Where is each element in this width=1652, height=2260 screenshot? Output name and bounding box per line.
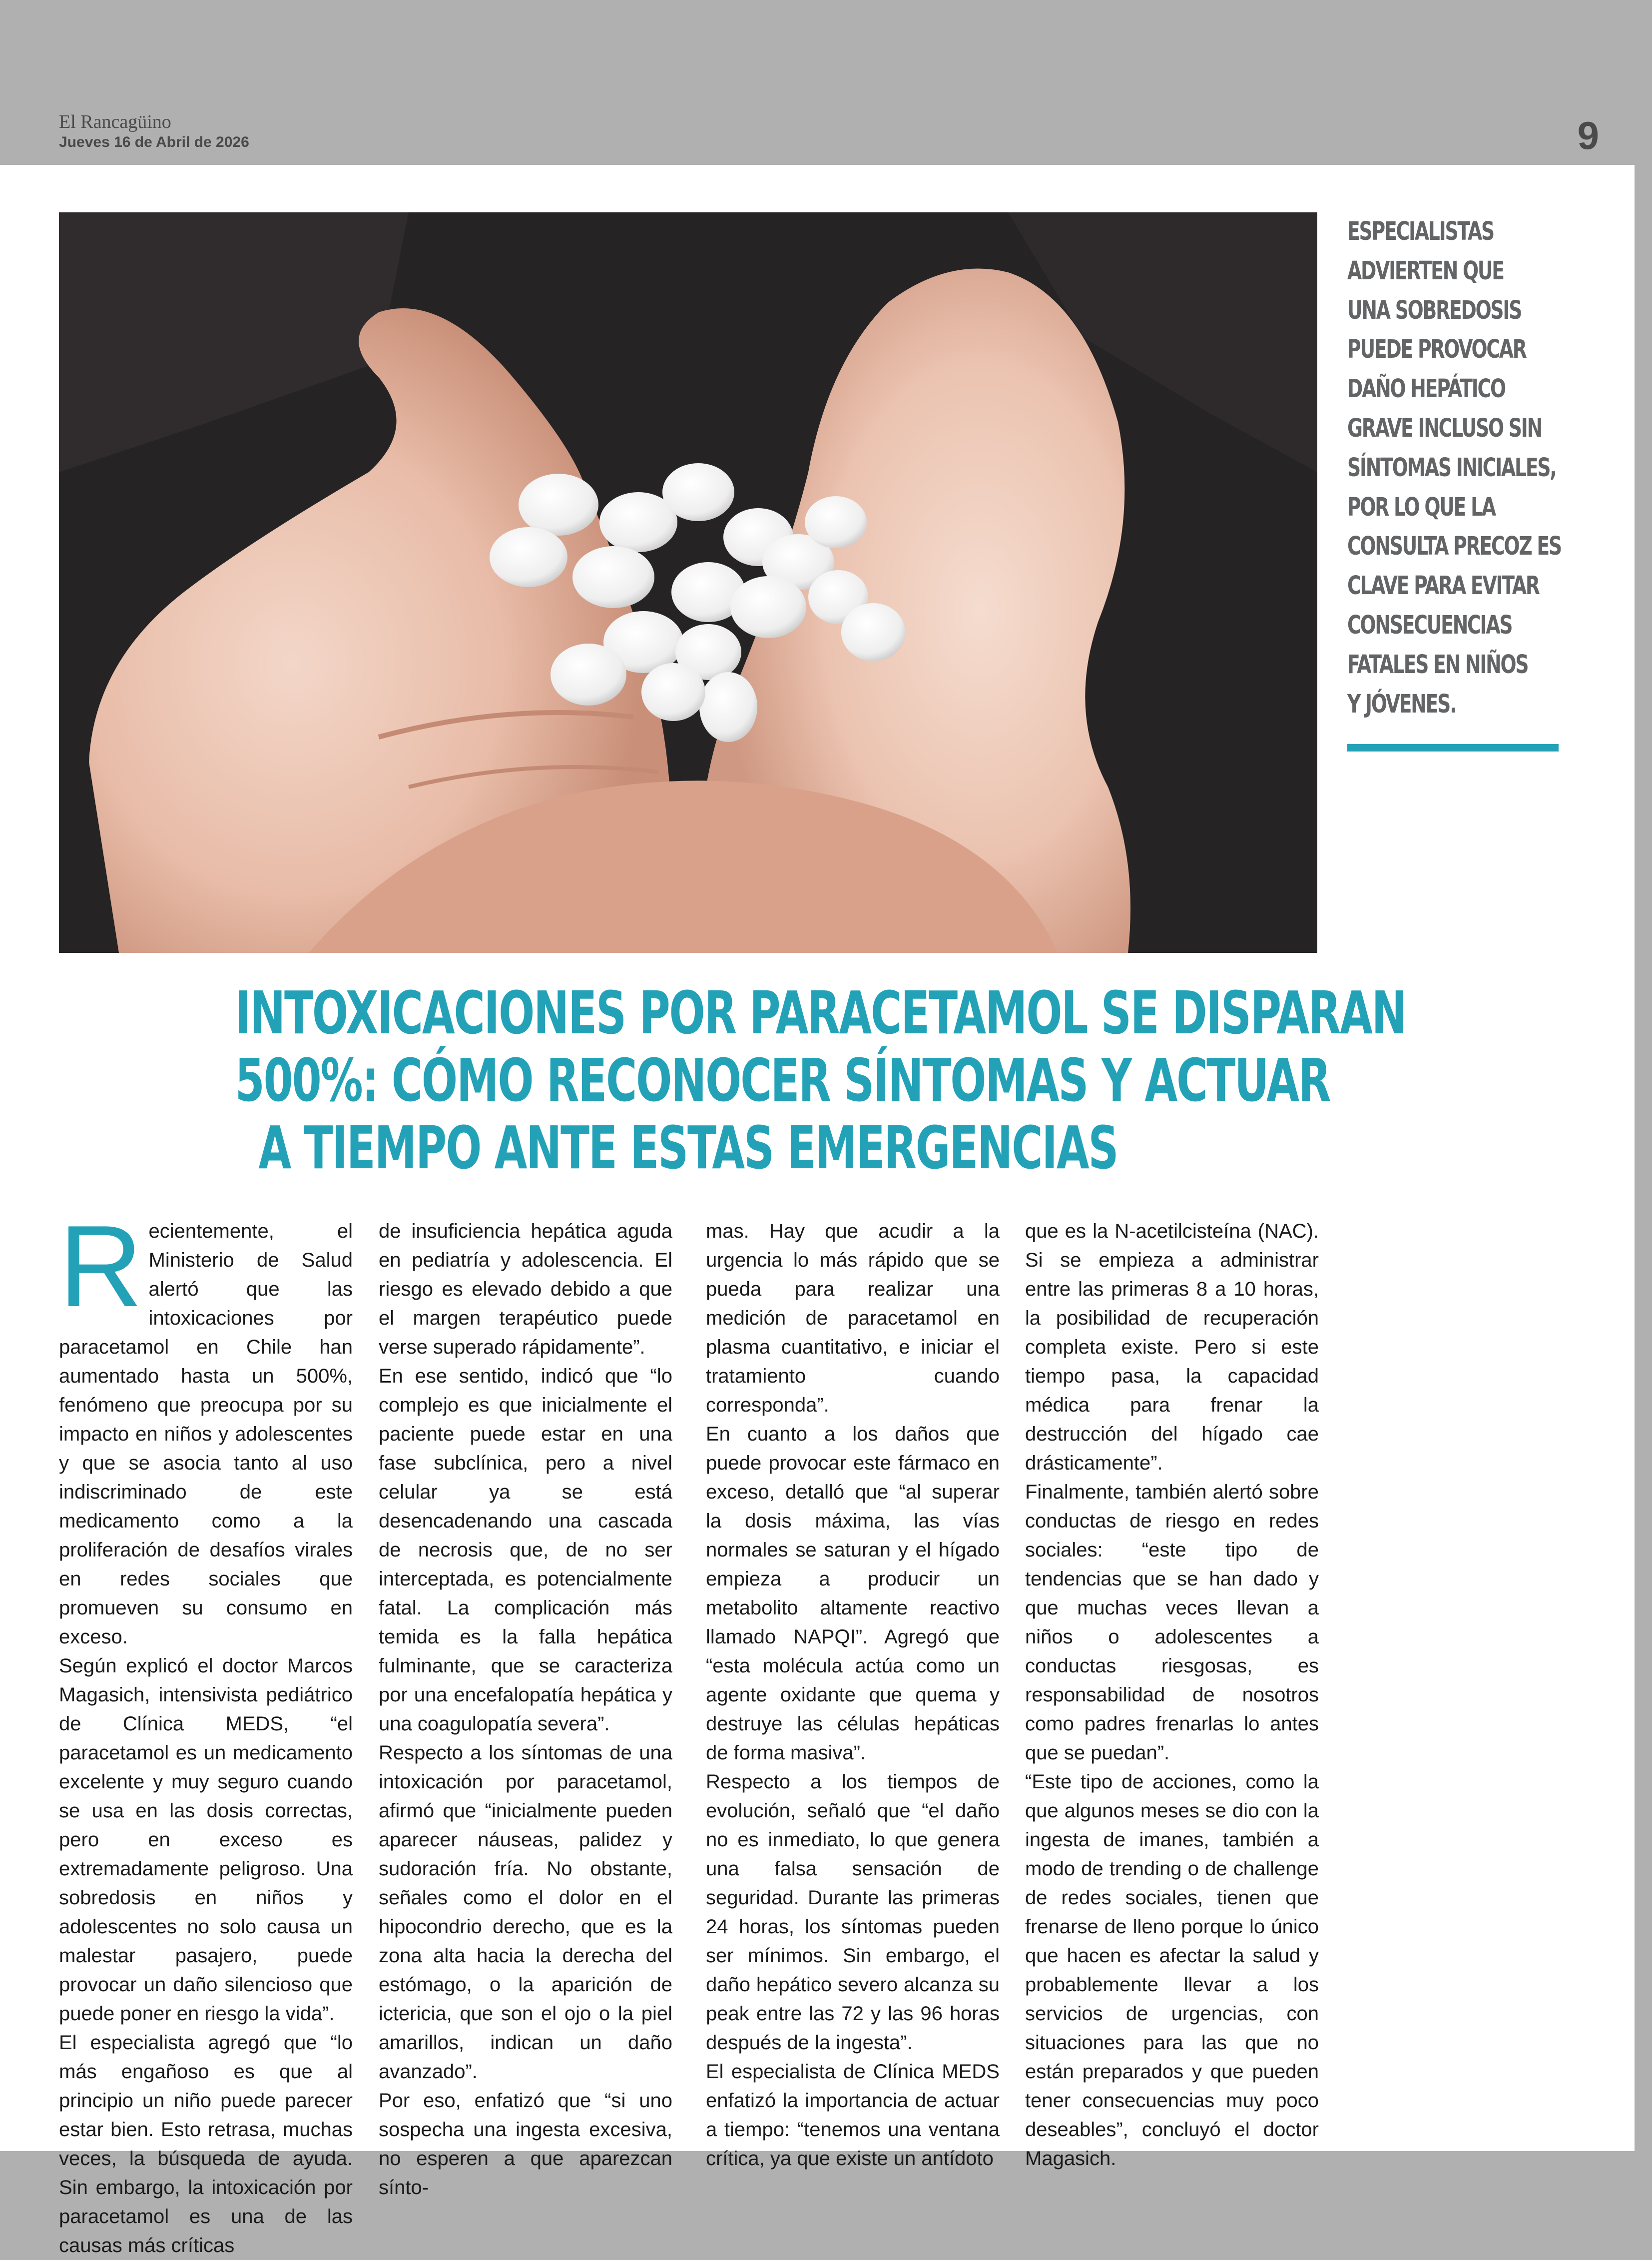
article-headline xyxy=(59,978,1406,1182)
paragraph: El especialista agregó que “lo más engañoso es que al principio un niño puede parecer estar bien. Esto retrasa, muchas veces, la búsqueda de ayuda. Sin embargo, la intoxicación por paracetamol es una de las causas más críticas xyxy=(59,2032,353,2257)
pull-quote-line: UNA SOBREDOSIS xyxy=(1347,295,1522,325)
newspaper-page xyxy=(0,165,1635,2257)
pull-quote-divider xyxy=(1347,744,1559,752)
drop-cap: R xyxy=(59,1202,143,1331)
publication-name: El Rancagüino xyxy=(59,111,171,132)
paragraph: Por eso, enfatizó que “si uno sospecha una ingesta excesiva, no esperen a que aparezcan sínto- xyxy=(379,2090,672,2199)
pull-quote-line: Y JÓVENES. xyxy=(1347,689,1456,719)
headline-line: A TIEMPO ANTE ESTAS EMERGENCIAS xyxy=(258,1113,1118,1182)
article-column-4 xyxy=(1025,1217,1319,2186)
article-column-3 xyxy=(706,1217,1000,2186)
pull-quote-line: SÍNTOMAS INICIALES, xyxy=(1347,453,1556,483)
headline-line: 500%: CÓMO RECONOCER SÍNTOMAS Y ACTUAR xyxy=(235,1046,1330,1115)
paragraph: que es la N-acetilcisteína (NAC). Si se empieza a administrar entre las primeras 8 a 10 horas, la posibilidad de recuperación completa existe. Pero si este tiempo pasa, la capacidad médica para frenar la destrucción del hígado cae drásticamente”. xyxy=(1025,1220,1319,1474)
paragraph: En cuanto a los daños que puede provocar este fármaco en exceso, detalló que “al superar la dosis máxima, las vías normales se saturan y el hígado empieza a producir un metabolito altamente reactivo llamado NAPQI”. Agregó que “esta molécula actúa como un agente oxidante que quema y destruye las células hepáticas de forma masiva”. xyxy=(706,1423,1000,1764)
headline-line: INTOXICACIONES POR PARACETAMOL SE DISPARAN xyxy=(235,978,1406,1047)
pull-quote-line: ADVIERTEN QUE xyxy=(1347,256,1504,286)
article-column-1 xyxy=(59,1202,353,2257)
paragraph: de insuficiencia hepática aguda en pediatría y adolescencia. El riesgo es elevado debido a que el margen terapéutico puede verse superado rápidamente”. xyxy=(379,1220,672,1358)
pull-quote-line: POR LO QUE LA xyxy=(1347,492,1495,522)
pull-quote-line: PUEDE PROVOCAR xyxy=(1347,335,1526,365)
paragraph: “Este tipo de acciones, como la que algunos meses se dio con la ingesta de imanes, también a modo de trending o de challenge de redes sociales, tienen que frenarse de lleno porque lo único que hacen es afectar la salud y probablemente llevar a los servicios de urgencias, con situaciones para las que no están preparados y que pueden tener consecuencias muy poco deseables”, concluyó el doctor Magasich. xyxy=(1025,1771,1319,2170)
pull-quote-line: FATALES EN NIÑOS xyxy=(1347,650,1528,680)
paragraph: Finalmente, también alertó sobre conductas de riesgo en redes sociales: “este tipo de tendencias que se han dado y que muchas veces llevan a niños o adolescentes a conductas riesgosas, es responsabilidad de nosotros como padres frenarlas lo antes que se puedan”. xyxy=(1025,1481,1319,1764)
paragraph: El especialista de Clínica MEDS enfatizó la importancia de actuar a tiempo: “tenemos una ventana crítica, ya que existe un antídoto xyxy=(706,2061,1000,2170)
paragraph: En ese sentido, indicó que “lo complejo es que inicialmente el paciente puede estar en una fase subclínica, pero a nivel celular ya se está desencadenando una cascada de necrosis que, de no ser interceptada, es potencialmente fatal. La complicación más temida es la falla hepática fulminante, que se caracteriza por una encefalopatía hepática y una coagulopatía severa”. xyxy=(379,1365,672,1735)
pull-quote-line: CLAVE PARA EVITAR xyxy=(1347,571,1539,601)
page-number: 9 xyxy=(1577,113,1599,157)
publication-date: Jueves 16 de Abril de 2026 xyxy=(59,134,249,150)
paragraph: Respecto a los tiempos de evolución, señaló que “el daño no es inmediato, lo que genera una falsa sensación de seguridad. Durante las primeras 24 horas, los síntomas pueden ser mínimos. Sin embargo, el daño hepático severo alcanza su peak entre las 72 y las 96 horas después de la ingesta”. xyxy=(706,1771,1000,2054)
pull-quote-line: ESPECIALISTAS xyxy=(1347,217,1494,246)
paragraph: Según explicó el doctor Marcos Magasich, intensivista pediátrico de Clínica MEDS, “el paracetamol es un medicamento excelente y muy seguro cuando se usa en las dosis correctas, pero en exceso es extremadamente peligroso. Una sobredosis en niños y adolescentes no solo causa un malestar pasajero, puede provocar un daño silencioso que puede poner en riesgo la vida”. xyxy=(59,1655,353,2025)
pull-quote-line: CONSECUENCIAS xyxy=(1347,610,1512,640)
article-column-2 xyxy=(379,1217,672,2199)
hands-holding-pills-photo xyxy=(59,212,1317,953)
pull-quote-line: CONSULTA PRECOZ ES xyxy=(1347,532,1561,562)
pull-quote-line: DAÑO HEPÁTICO xyxy=(1347,374,1505,404)
pull-quote-line: GRAVE INCLUSO SIN xyxy=(1347,413,1542,443)
pull-quote xyxy=(1347,212,1569,724)
paragraph: Respecto a los síntomas de una intoxicación por paracetamol, afirmó que “inicialmente pueden aparecer náuseas, palidez y sudoración fría. No obstante, señales como el dolor en el hipocondrio derecho, que es la zona alta hacia la derecha del estómago, o la aparición de ictericia, que son el ojo o la piel amarillos, indican un daño avanzado”. xyxy=(379,1742,672,2083)
paragraph: ecientemente, el Ministerio de Salud alertó que las intoxicaciones por paracetamol en Chile han aumentado hasta un 500%, fenómeno que preocupa por su impacto en niños y adolescentes y que se asocia tanto al uso indiscriminado de este medicamento como a la proliferación de desafíos virales en redes sociales que promueven su consumo en exceso. xyxy=(59,1220,353,1648)
paragraph: mas. Hay que acudir a la urgencia lo más rápido que se pueda para realizar una medición de paracetamol en plasma cuantitativo, e iniciar el tratamiento cuando corresponda”. xyxy=(706,1220,1000,1416)
